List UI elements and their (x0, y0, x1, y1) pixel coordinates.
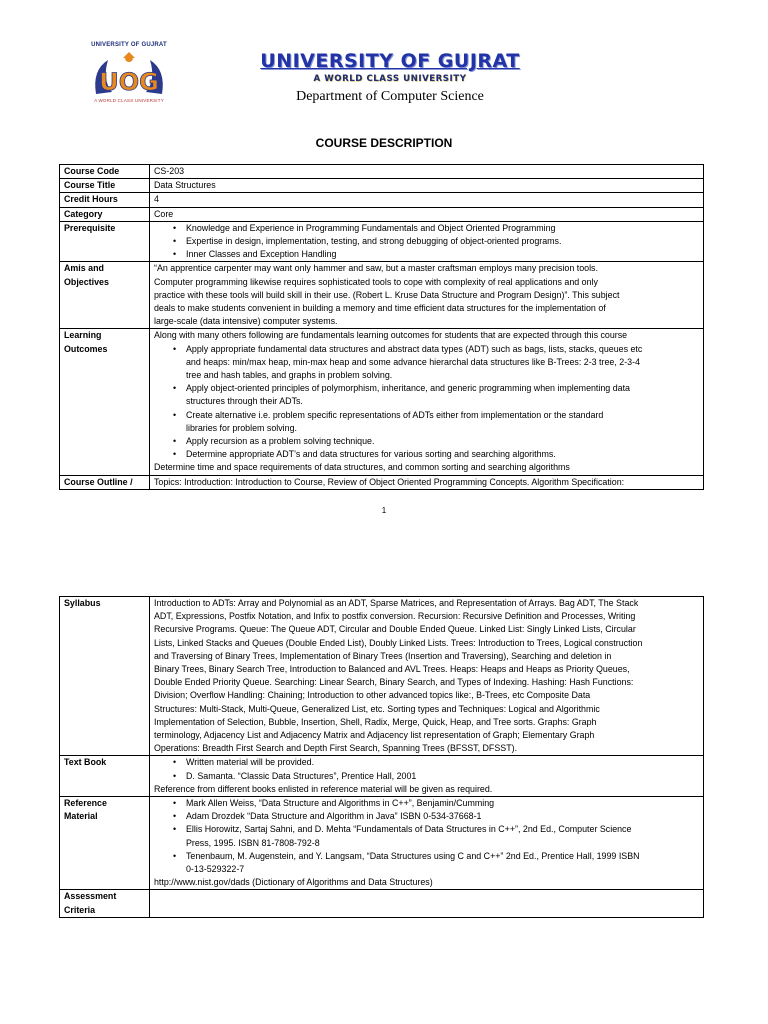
reference-label-line: Material (64, 811, 98, 822)
outcomes-list (154, 343, 699, 462)
text-line: • Determine appropriate ADT’s and data structures for various sorting and searching algorithms. (186, 449, 556, 460)
course-details-table (59, 596, 704, 918)
course-title-value: Data Structures (150, 179, 704, 193)
textbook-outro: Reference from different books enlisted in reference material will be given as required. (154, 783, 493, 794)
text-line: Implementation of Selection, Bubble, Insertion, Shell, Radix, Merge, Quick, Heap, and Tree sorts. Graphs: Graph (154, 716, 597, 727)
prerequisite-value (150, 221, 704, 262)
list-item (186, 823, 699, 849)
outcomes-label-line: Learning (64, 330, 102, 341)
prerequisite-label: Prerequisite (60, 221, 150, 262)
table-row (60, 221, 704, 262)
assessment-label (60, 890, 150, 917)
text-line: and heaps: min/max heap, min-max heap and some advance hierarchal data structures like B-Trees: 2-3 tree, 2-3-4 (186, 356, 641, 367)
logo-letters: UOG (99, 68, 159, 96)
aims-label (60, 262, 150, 329)
text-line: and Traversing of Binary Trees, Implementation of Binary Trees (Insertion and Traversing), Searching and deletion in (154, 650, 612, 661)
university-tagline: A WORLD CLASS UNIVERSITY (313, 74, 467, 84)
text-line: • Create alternative i.e. problem specific representations of ADTs either from implementation or the standard (186, 409, 604, 420)
aims-label-line: Objectives (64, 276, 109, 287)
text-line: large-scale (data intensive) computer systems. (154, 316, 338, 327)
course-title-label: Course Title (60, 179, 150, 193)
text-line: Press, 1995. ISBN 81-7808-792-8 (186, 837, 320, 848)
list-item (186, 448, 699, 461)
outline-value: Topics: Introduction: Introduction to Course, Review of Object Oriented Programming Concepts. Algorithm Specification: (150, 475, 704, 489)
outcomes-intro: Along with many others following are fundamentals learning outcomes for students that are expected through this course (154, 330, 628, 341)
assessment-value (150, 890, 704, 917)
text-line: • Apply object-oriented principles of polymorphism, inheritance, and generic programming when implementing data (186, 383, 630, 394)
university-logo (86, 42, 172, 106)
text-line: • Tenenbaum, M. Augenstein, and Y. Langsam, “Data Structures using C and C++” 2nd Ed., Prentice Hall, 1999 ISBN (186, 850, 640, 861)
category-label: Category (60, 207, 150, 221)
course-code-value: CS-203 (150, 165, 704, 179)
list-item (186, 797, 699, 810)
table-row (60, 890, 704, 917)
syllabus-label: Syllabus (60, 597, 150, 756)
list-item (186, 409, 699, 435)
outline-label: Course Outline / (60, 475, 150, 489)
text-line: • Apply recursion as a problem solving technique. (186, 436, 375, 447)
text-line: Computer programming likewise requires sophisticated tools to cope with complexity of real applications and only (154, 276, 598, 287)
text-line: Double Ended Priority Queue. Searching: Linear Search, Binary Search, and Types of Indexing. Hashing: Hash Functions: (154, 677, 634, 688)
outcomes-outro: Determine time and space requirements of data structures, and common sorting and searching algorithms (154, 462, 570, 473)
credit-hours-label: Credit Hours (60, 193, 150, 207)
aims-label-line: Amis and (64, 263, 104, 274)
text-line: 0-13-529322-7 (186, 864, 245, 875)
table-row (60, 756, 704, 797)
text-line: structures through their ADTs. (186, 396, 303, 407)
text-line: “An apprentice carpenter may want only hammer and saw, but a master craftsman employs many precision tools. (154, 263, 598, 274)
outcomes-value (150, 329, 704, 475)
category-value: Core (150, 207, 704, 221)
text-line: • Ellis Horowitz, Sartaj Sahni, and D. Mehta “Fundamentals of Data Structures in C++”, 2nd Ed., Computer Science (186, 824, 632, 835)
logo-top-text: UNIVERSITY OF GUJRAT (91, 42, 167, 48)
text-line: Operations: Breadth First Search and Depth First Search, Spanning Trees (BFSST, DFSST). (154, 743, 518, 754)
syllabus-value (150, 597, 704, 756)
document-title: COURSE DESCRIPTION (315, 136, 453, 150)
course-code-label: Course Code (60, 165, 150, 179)
list-item (186, 850, 699, 876)
prerequisite-list (154, 222, 699, 262)
reference-list (154, 797, 699, 876)
table-row (60, 475, 704, 489)
reference-label (60, 797, 150, 890)
text-line: libraries for problem solving. (186, 422, 297, 433)
uog-emblem-icon (90, 50, 168, 100)
course-info-table (59, 164, 704, 490)
textbook-label: Text Book (60, 756, 150, 797)
textbook-list (154, 756, 699, 782)
text-line: Binary Trees, Binary Search Tree, Introduction to Balanced and AVL Trees. Heaps: Heaps and Heaps as Priority Queues, (154, 664, 630, 675)
list-item: • Expertise in design, implementation, testing, and strong debugging of object-oriented programs. (186, 235, 699, 248)
list-item (186, 382, 699, 408)
reference-label-line: Reference (64, 798, 107, 809)
department-name: Department of Computer Science (296, 89, 484, 104)
table-row (60, 165, 704, 179)
table-row (60, 597, 704, 756)
text-line: Recursive Programs. Queue: The Queue ADT, Circular and Double Ended Queue. Linked List: Singly Linked Lists, Circular (154, 624, 636, 635)
table-row (60, 797, 704, 890)
page-number: 1 (381, 506, 387, 515)
text-line: • Apply appropriate fundamental data structures and abstract data types (ADT) such as bags, lists, stacks, queues etc (186, 343, 643, 354)
list-item: • Inner Classes and Exception Handling (186, 248, 699, 261)
text-line: Division; Overflow Handling: Chaining; Introduction to other advanced topics like:, B-Trees, etc Composite Data (154, 690, 591, 701)
list-item (186, 435, 699, 448)
table-row (60, 262, 704, 329)
text-line: deals to make students convenient in building a memory and time efficient data structures for the implementation of (154, 303, 606, 314)
credit-hours-value: 4 (150, 193, 704, 207)
list-item (186, 343, 699, 383)
text-line: tree and hash tables, and graphs in problem solving. (186, 370, 393, 381)
list-item (186, 810, 699, 823)
table-row (60, 193, 704, 207)
text-line: practice with these tools will build skill in their use. (Robert L. Kruse Data Structure and Program Design)”. This subject (154, 289, 620, 300)
table-row (60, 207, 704, 221)
reference-link[interactable]: http://www.nist.gov/dads (Dictionary of Algorithms and Data Structures) (154, 877, 433, 888)
list-item: • Written material will be provided. (186, 756, 699, 769)
table-row (60, 179, 704, 193)
list-item: • D. Samanta. “Classic Data Structures”, Prentice Hall, 2001 (186, 770, 699, 783)
text-line: Introduction to ADTs: Array and Polynomial as an ADT, Sparse Matrices, and Representation of Arrays. Bag ADT, The Stack (154, 598, 639, 608)
assessment-label-line: Assessment (64, 891, 117, 902)
university-name: UNIVERSITY OF GUJRAT (260, 50, 520, 72)
outcomes-label (60, 329, 150, 475)
text-line: • Mark Allen Weiss, “Data Structure and Algorithms in C++”, Benjamin/Cumming (186, 798, 495, 809)
aims-value (150, 262, 704, 329)
text-line: • Adam Drozdek “Data Structure and Algorithm in Java” ISBN 0-534-37668-1 (186, 811, 482, 822)
assessment-label-line: Criteria (64, 904, 96, 915)
text-line: ADT, Expressions, Postfix Notation, and Infix to postfix conversion. Recursion: Recursive Definition and Processes, Writing (154, 611, 636, 622)
list-item: • Knowledge and Experience in Programming Fundamentals and Object Oriented Programming (186, 222, 699, 235)
outcomes-label-line: Outcomes (64, 343, 108, 354)
logo-bottom-text: A WORLD CLASS UNIVERSITY (94, 98, 164, 103)
textbook-value (150, 756, 704, 797)
text-line: Lists, Linked Stacks and Queues (Double Ended List), Doubly Linked Lists. Trees: Introduction to Trees, Logical construction (154, 637, 643, 648)
text-line: terminology, Adjacency List and Adjacency Matrix and Adjacency list representation of Graph; Elementary Graph (154, 730, 595, 741)
reference-value (150, 797, 704, 890)
text-line: Structures: Multi-Stack, Multi-Queue, Generalized List, etc. Sorting types and Techniques: Logical and Algorithmic (154, 703, 600, 714)
table-row (60, 329, 704, 475)
